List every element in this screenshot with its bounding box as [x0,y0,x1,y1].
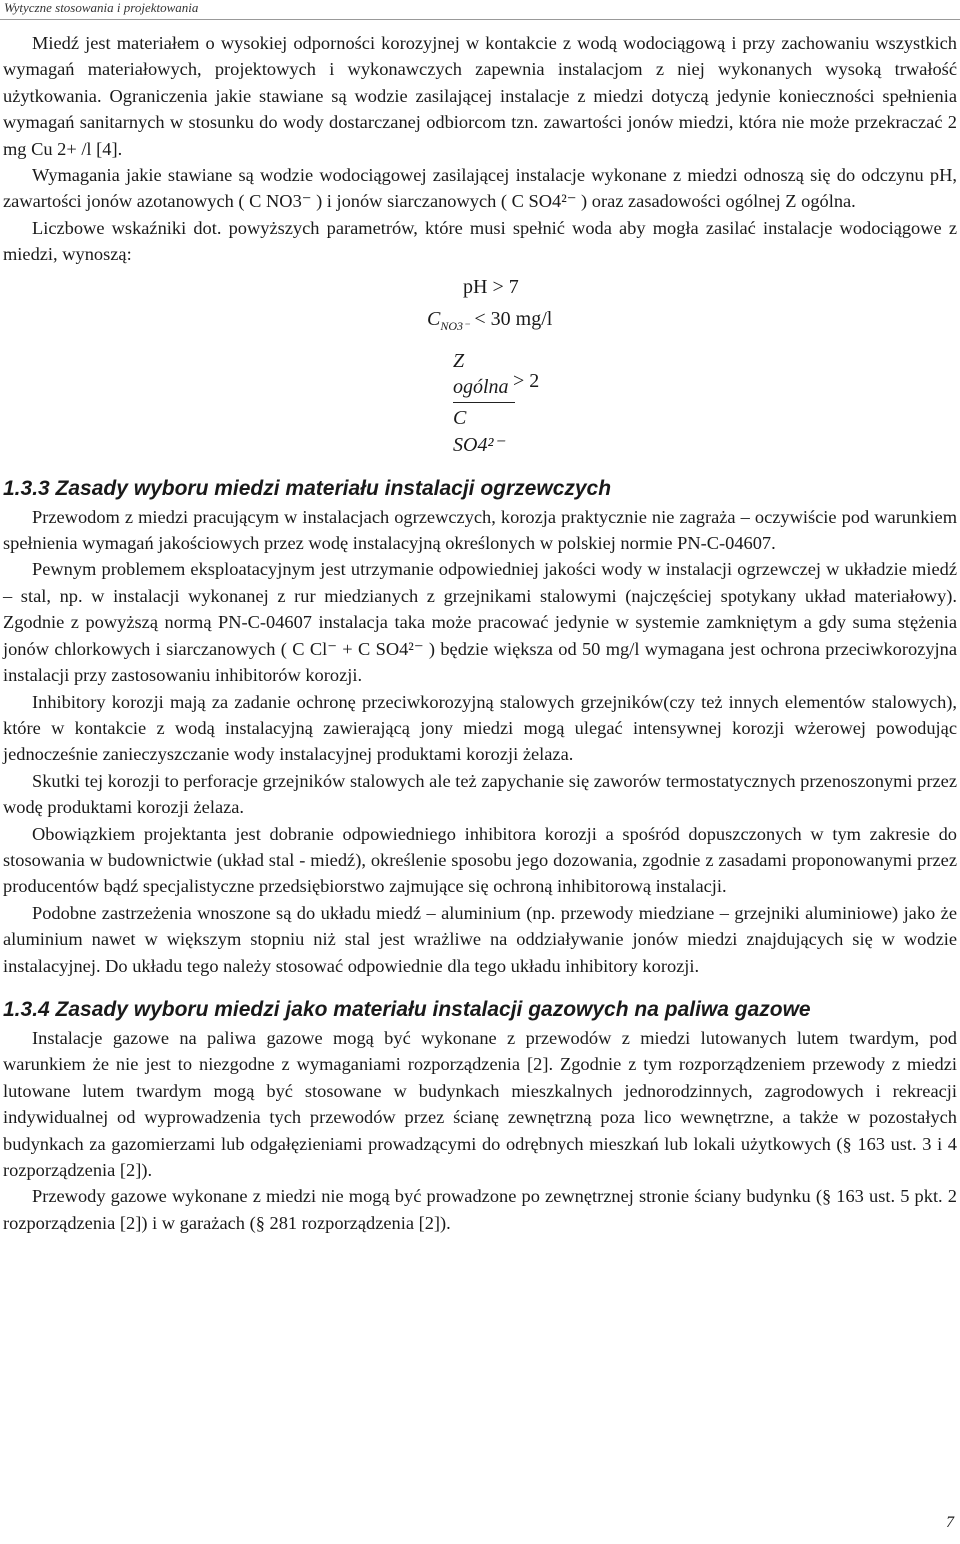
paragraph: Liczbowe wskaźniki dot. powyższych parametrów, które musi spełnić woda aby mogła zasilać instalacje wodociągowe z miedzi, wynoszą: [3,217,957,265]
formula-fraction [453,348,515,459]
paragraph: Podobne zastrzeżenia wnoszone są do układu miedź – aluminium (np. przewody miedziane – grzejniki aluminiowe) jako że aluminium nawet w większym stopniu niż stal jest wrażliwe na oddziaływanie jonów miedzi znajdujących się w wodzie instalacyjnej. Do układu tego należy stosować odpowiednie dla tego układu inhibitory korozji. [3,902,957,976]
paragraph: Instalacje gazowe na paliwa gazowe mogą być wykonane z przewodów z miedzi lutowanych lutem twardym, pod warunkiem że nie jest to niezgodne z wymaganiami rozporządzenia [2]. Zgodnie z tym rozporządzeniem przewody z miedzi lutowane lutem twardym mogą być stosowane w budynkach mieszkalnych jednorodzinnych, zagrodowych i rekreacji indywidualnej od wyprowadzenia tych przewodów przez ścianę zewnętrzną poza lico wewnętrzne, a także w pozostałych budynkach za gazomierzami lub odgałęzieniami prowadzącymi do odrębnych mieszkań lub lokali użytkowych (§ 163 ust. 3 i 4 rozporządzenia [2]). [3,1027,957,1180]
formula-nitrate-sub: NO3⁻ [440,318,470,333]
paragraph: Obowiązkiem projektanta jest dobranie odpowiedniego inhibitora korozji a spośród dopuszczonych w tym zakresie do stosowania w budownictwie (układ stal - miedź), określenie sposobu jego dozowania, zgodnie z zasadami proponowanymi przez producentów bądź specjalistyczne przedsiębiorstwo zajmujące się ochroną inhibitorową instalacji. [3,823,957,897]
paragraph: Wymagania jakie stawiane są wodzie wodociągowej zasilającej instalacje wykonane z miedzi odnoszą się do odczynu pH, zawartości jonów azotanowych ( C NO3⁻ ) i jonów siarczanowych ( C SO4²⁻ ) oraz zasadowości ogólnej Z ogólna. [3,165,957,212]
paragraph: Przewody gazowe wykonane z miedzi nie mogą być prowadzone po zewnętrznej stronie ściany budynku (§ 163 ust. 5 pkt. 2 rozporządzenia [2]) i w garażach (§ 281 rozporządzenia [2]). [3,1186,957,1233]
formula-nitrate-limit: < 30 mg/l [469,307,553,330]
formula-numerator: Z ogólna [453,348,515,404]
page-body [0,30,960,1236]
section-heading-1-3-3: 1.3.3 Zasady wyboru miedzi materiału instalacji ogrzewczych [3,476,612,500]
page-number: 7 [946,1514,954,1531]
running-header: Wytyczne stosowania i projektowania [4,0,199,15]
section-heading-1-3-4: 1.3.4 Zasady wyboru miedzi jako materiału instalacji gazowych na paliwa gazowe [3,997,811,1021]
formula-denominator: C SO4²⁻ [453,407,504,456]
paragraph: Inhibitory korozji mają za zadanie ochronę przeciwkorozyjną stalowych grzejników(czy też innych elementów stalowych), które w kontakcie z wodą instalacyjną zawierającą jony miedzi mogą ulegać intensywnej korozji wżerowej powodując jednocześnie zanieczyszczanie wody instalacyjnej produktami korozji żelaza. [3,691,957,765]
paragraph: Pewnym problemem eksploatacyjnym jest utrzymanie odpowiedniej jakości wody w instalacji ogrzewczej w układzie miedź – stal, np. w instalacji wykonanej z rur miedzianych z grzejnikami stalowymi (najczęściej spotykany układ materiałowy). Zgodnie z powyższą normą PN-C-04607 instalacja taka może pracować jedynie w systemie zamkniętym a gdy suma stężenia jonów chlorkowych i siarczanowych ( C Cl⁻ + C SO4²⁻ ) będzie większa od 50 mg/l wymagana jest ochrona przeciwkorozyjna instalacji przy zastosowaniu inhibitorów korozji. [3,559,957,686]
formula-ratio-limit: > 2 [513,369,540,392]
formula-nitrate-var: C [427,307,441,330]
paragraph: Przewodom z miedzi pracującym w instalacjach ogrzewczych, korozja praktycznie nie zagraża – oczywiście pod warunkiem spełnienia wymagań jakościowych przez wodę instalacyjną określonych w polskiej normie PN-C-04607. [3,506,957,554]
header-divider [0,19,960,20]
paragraph: Skutki tej korozji to perforacje grzejników stalowych ale też zapychanie się zaworów termostatycznych przenoszonymi przez wodę produktami korozji żelaza. [3,770,957,818]
formula-nitrate [427,306,552,339]
paragraph: Miedź jest materiałem o wysokiej odporności korozyjnej w kontakcie z wodą wodociągową i przy zachowaniu wszystkich wymagań materiałowych, projektowych i wykonawczych zapewnia instalacjom z niej wykonanych wysoką trwałość użytkowania. Ograniczenia jakie stawiane są wodzie zasilającej instalacje z miedzi dotyczą jedynie konieczności spełnienia wymagań sanitarnych w stosunku do wody dostarczanej odbiorcom tzn. zawartości jonów miedzi, która nie może przekraczać 2 mg Cu 2+ /l [4]. [3,33,957,159]
formula-ph: pH > 7 [463,275,519,298]
formula-block [3,268,957,460]
